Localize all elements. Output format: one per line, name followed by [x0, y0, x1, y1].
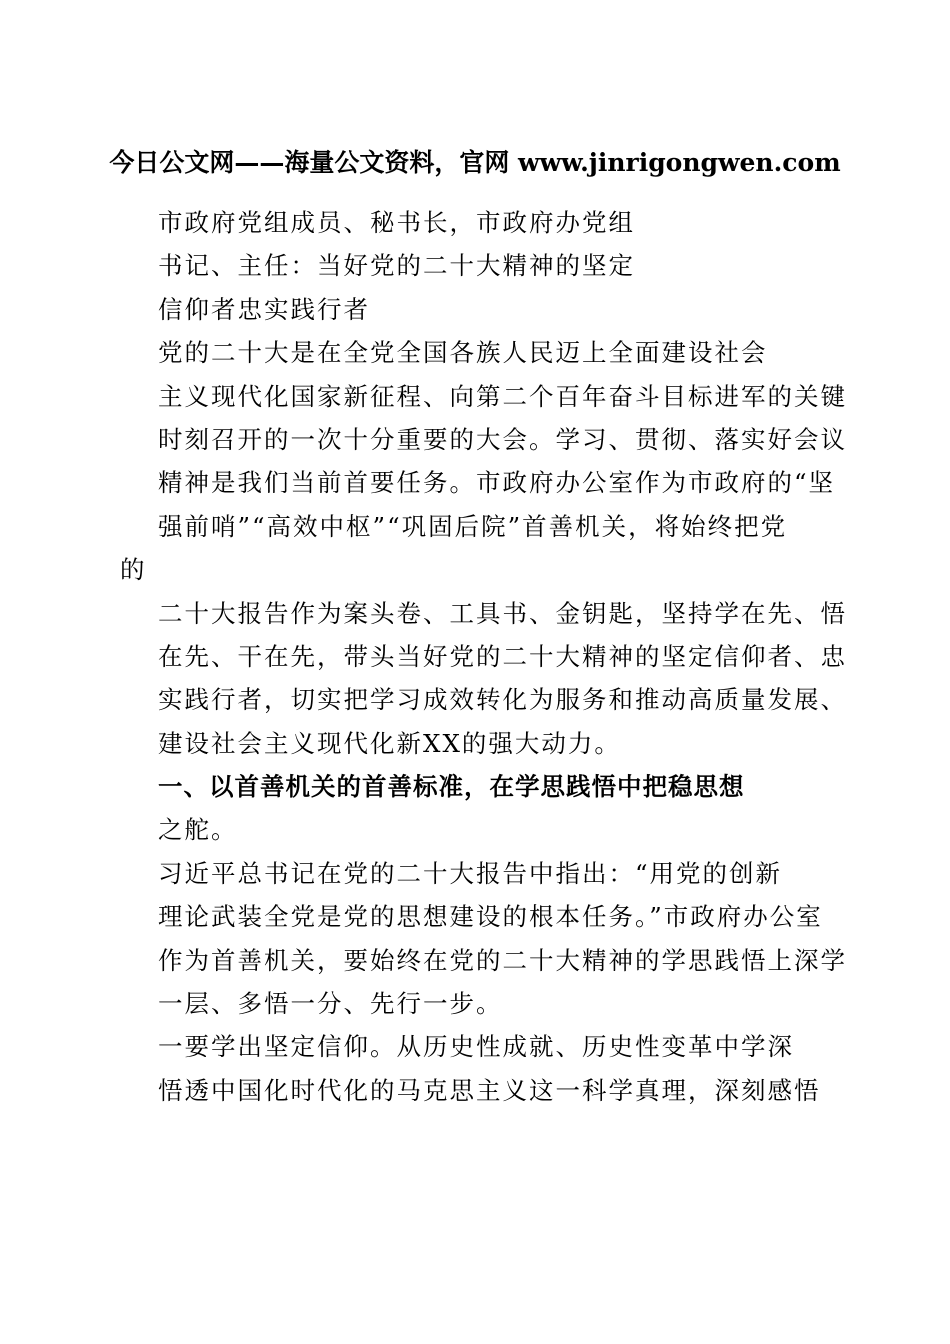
text-line: 的 — [120, 555, 147, 585]
text-line: 强前哨”“高效中枢”“巩固后院”首善机关，将始终把党 — [158, 511, 788, 541]
section-heading: 一、以首善机关的首善标准，在学思践悟中把稳思想 — [158, 772, 745, 802]
text-line: 一要学出坚定信仰。从历史性成就、历史性变革中学深 — [158, 1032, 794, 1062]
text-line: 建设社会主义现代化新XX的强大动力。 — [158, 728, 621, 758]
text-line: 一层、多悟一分、先行一步。 — [158, 989, 503, 1019]
text-line: 悟透中国化时代化的马克思主义这一科学真理，深刻感悟 — [158, 1075, 821, 1105]
text-line: 市政府党组成员、秘书长，市政府办党组 — [158, 208, 635, 237]
document-body — [0, 201, 950, 1112]
text-line: 精神是我们当前首要任务。市政府办公室作为市政府的“坚 — [158, 468, 836, 498]
text-line: 理论武装全党是党的思想建设的根本任务。”市政府办公室 — [158, 902, 823, 932]
text-line: 书记、主任：当好党的二十大精神的坚定 — [158, 251, 635, 281]
text-line: 信仰者忠实践行者 — [158, 294, 370, 324]
text-line: 作为首善机关，要始终在党的二十大精神的学思践悟上深学 — [158, 945, 847, 975]
text-line: 主义现代化国家新征程、向第二个百年奋斗目标进军的关键 — [158, 381, 847, 411]
text-line: 二十大报告作为案头卷、工具书、金钥匙，坚持学在先、悟 — [158, 598, 847, 628]
text-line: 之舵。 — [158, 815, 238, 845]
text-line: 党的二十大是在全党全国各族人民迈上全面建设社会 — [158, 338, 768, 368]
text-line: 习近平总书记在党的二十大报告中指出：“用党的创新 — [158, 858, 783, 888]
site-header: 今日公文网——海量公文资料，官网 www.jinrigongwen.com — [109, 148, 841, 177]
text-line: 在先、干在先，带头当好党的二十大精神的坚定信仰者、忠 — [158, 641, 847, 671]
text-line: 时刻召开的一次十分重要的大会。学习、贯彻、落实好会议 — [158, 424, 847, 454]
text-line: 实践行者，切实把学习成效转化为服务和推动高质量发展、 — [158, 685, 847, 715]
